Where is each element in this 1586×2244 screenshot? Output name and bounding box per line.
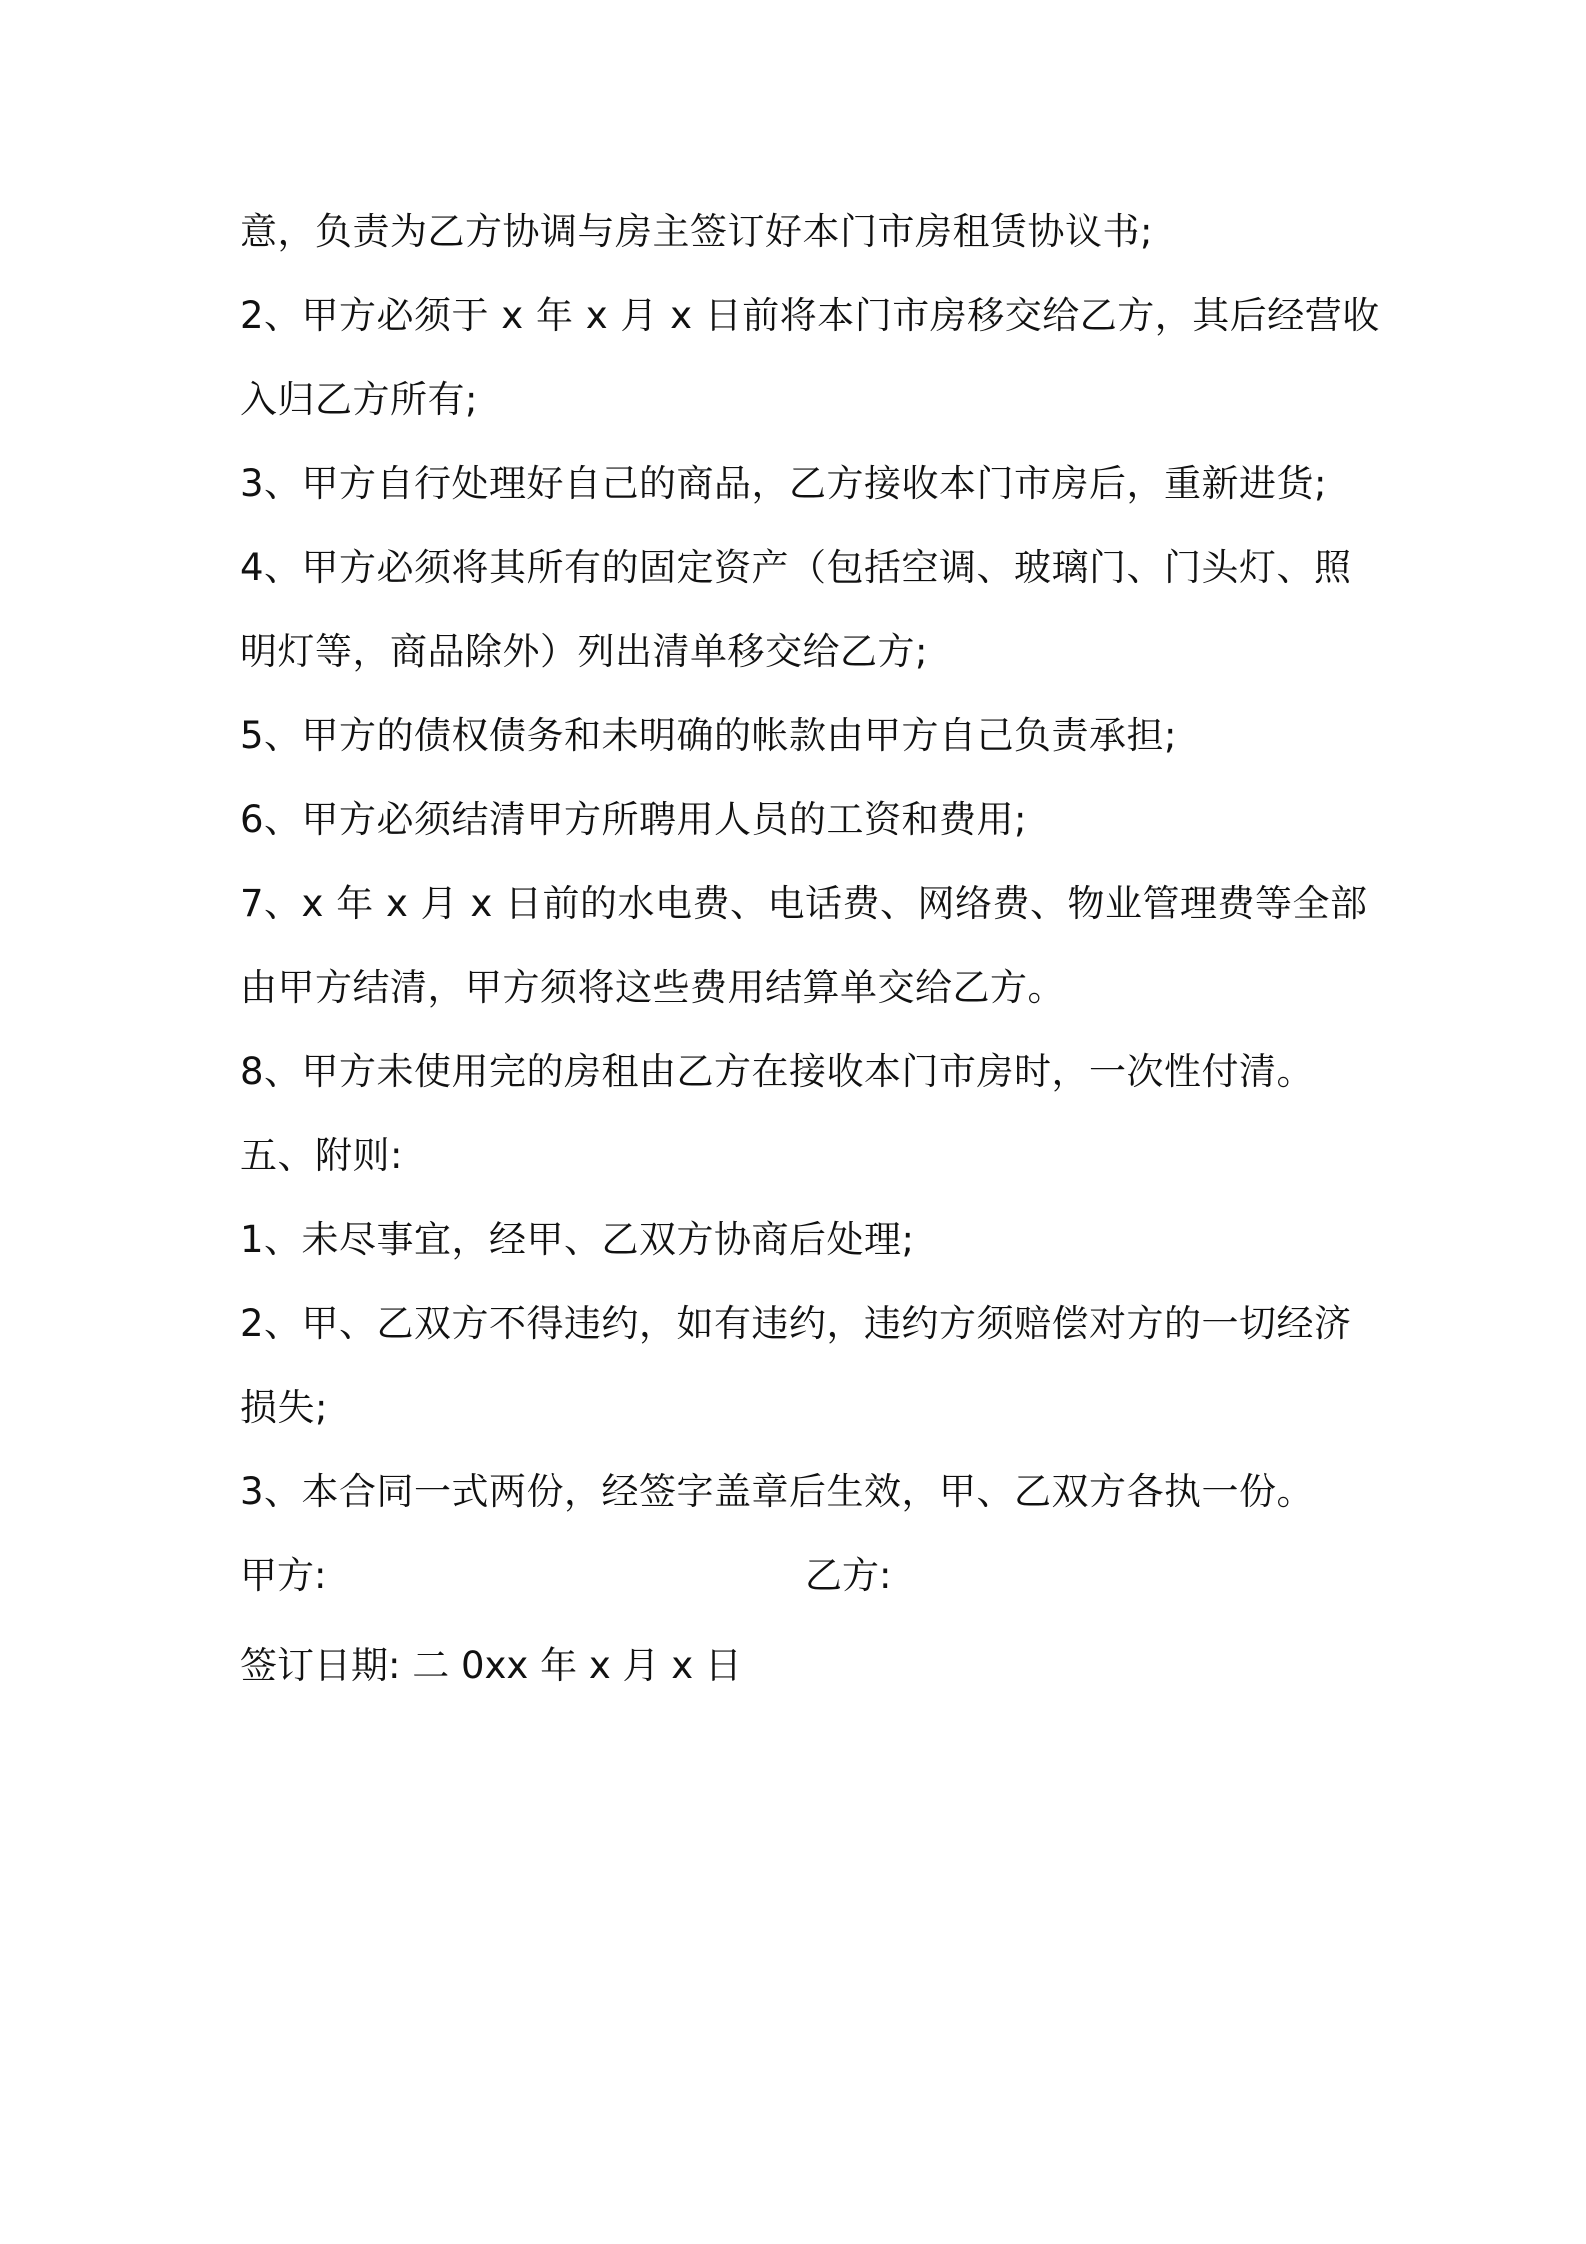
sign-date: 签订日期: 二 0xx 年 x 月 x 日: [240, 1644, 742, 1687]
text-line: 1、未尽事宜，经甲、乙双方协商后处理;: [240, 1218, 915, 1261]
text-line: 4、甲方必须将其所有的固定资产（包括空调、玻璃门、门头灯、照: [240, 546, 1352, 589]
text-line: 6、甲方必须结清甲方所聘用人员的工资和费用;: [240, 798, 1028, 841]
text-line: 2、甲、乙双方不得违约，如有违约，违约方须赔偿对方的一切经济: [240, 1302, 1352, 1345]
document-body: [240, 190, 1380, 1708]
text-line: 7、x 年 x 月 x 日前的水电费、电话费、网络费、物业管理费等全部: [240, 882, 1368, 925]
text-line: 意，负责为乙方协调与房主签订好本门市房租赁协议书;: [240, 210, 1153, 253]
text-line: 由甲方结清，甲方须将这些费用结算单交给乙方。: [240, 966, 1065, 1009]
party-a-signature-label: 甲方:: [240, 1554, 327, 1597]
text-line: 3、甲方自行处理好自己的商品，乙方接收本门市房后，重新进货;: [240, 462, 1328, 505]
text-line: 损失;: [240, 1386, 328, 1429]
signature-row: [240, 1534, 1360, 1618]
text-line: 2、甲方必须于 x 年 x 月 x 日前将本门市房移交给乙方，其后经营收: [240, 294, 1380, 337]
text-line: 3、本合同一式两份，经签字盖章后生效，甲、乙双方各执一份。: [240, 1470, 1315, 1513]
party-b-signature-label: 乙方:: [805, 1554, 892, 1597]
text-line: 8、甲方未使用完的房租由乙方在接收本门市房时，一次性付清。: [240, 1050, 1315, 1093]
text-line: 5、甲方的债权债务和未明确的帐款由甲方自己负责承担;: [240, 714, 1178, 757]
section-heading: 五、附则:: [240, 1134, 403, 1177]
text-line: 入归乙方所有;: [240, 378, 478, 421]
text-line: 明灯等，商品除外）列出清单移交给乙方;: [240, 630, 928, 673]
